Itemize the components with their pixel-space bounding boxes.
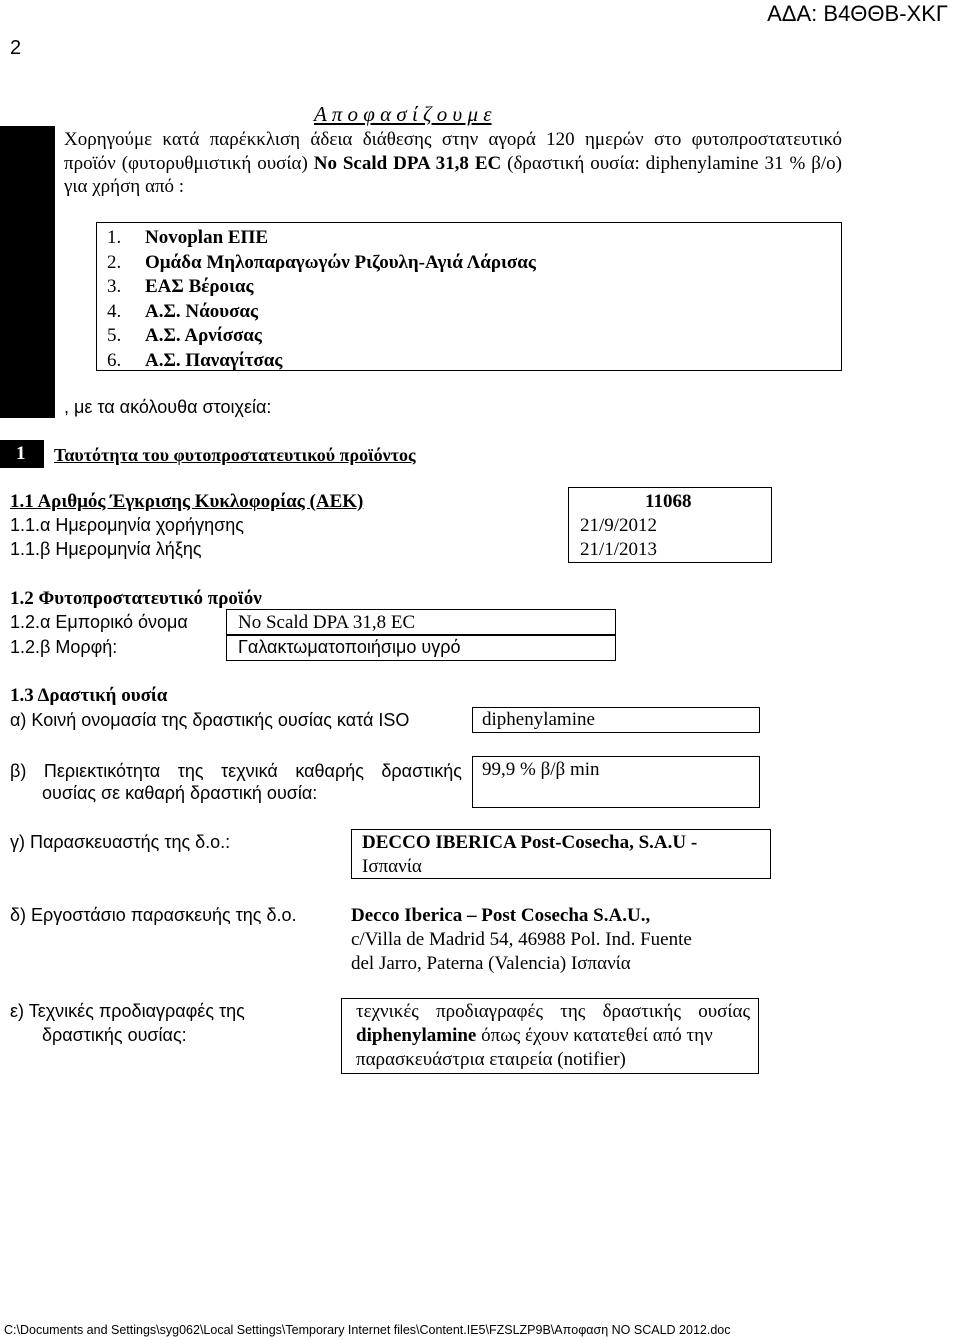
holder-name: Ομάδα Μηλοπαραγωγών Ριζουλη-Αγιά Λάρισας: [145, 251, 536, 273]
trade-name-label: 1.2.α Εμπορικό όνομα: [10, 612, 188, 632]
plant-value-line1: Decco Iberica – Post Cosecha S.A.U.,: [351, 905, 651, 926]
holders-box: [96, 222, 842, 371]
spec-value-line1: τεχνικές προδιαγραφές της δραστικής ουσίας: [356, 1001, 750, 1022]
holder-row: [107, 324, 841, 349]
holder-name: Α.Σ. Νάουσας: [145, 300, 259, 322]
page-number: 2: [10, 37, 22, 59]
expiry-date-label: 1.1.β Ημερομηνία λήξης: [10, 539, 202, 559]
grant-date: 21/9/2012: [580, 515, 658, 536]
aek-heading: 1.1 Αριθμός Έγκρισης Κυκλοφορίας (ΑΕΚ): [10, 491, 364, 512]
holder-num: 3.: [107, 276, 122, 297]
spec-label-line1: ε) Τεχνικές προδιαγραφές της: [10, 1001, 245, 1021]
section-1-title: Ταυτότητα του φυτοπροστατευτικού προϊόντος: [54, 445, 416, 465]
trade-name-value: No Scald DPA 31,8 EC: [238, 612, 416, 633]
intro-product: No Scald DPA 31,8 EC: [313, 152, 502, 174]
holder-num: 2.: [107, 251, 122, 273]
product-heading: 1.2 Φυτοπροστατευτικό προϊόν: [10, 588, 262, 609]
spec-value-line3: παρασκευάστρια εταιρεία (notifier): [356, 1049, 626, 1070]
purity-label: [10, 759, 462, 783]
intro-prefix: Χορηγούμε κατά παρέκκλιση άδεια διάθεσης στην αγορά 120 ημερών στο φυτοπροστατευτικό προϊόν (φυτορυθμιστική ουσία): [64, 129, 842, 174]
decision-intro: [64, 128, 842, 199]
spec-value-rest: όπως έχουν κατατεθεί από την: [476, 1025, 713, 1046]
grant-date-label: 1.1.α Ημερομηνία χορήγησης: [10, 515, 244, 535]
holder-row: [107, 349, 841, 374]
manufacturer-value-line2: Ισπανία: [362, 856, 422, 877]
common-name-label: α) Κοινή ονομασία της δραστικής ουσίας κατά ISO: [10, 710, 410, 730]
expiry-date: 21/1/2013: [580, 539, 658, 560]
section-1-number: 1: [16, 443, 26, 464]
active-substance-heading: 1.3 Δραστική ουσία: [10, 685, 168, 706]
product-box-divider: [226, 634, 616, 636]
holder-num: 1.: [107, 227, 122, 248]
holder-row: [107, 226, 841, 251]
holder-num: 4.: [107, 300, 122, 322]
holder-row: [107, 251, 841, 276]
purity-label-line1: β) Περιεκτικότητα της τεχνικά καθαρής δραστικής: [10, 761, 462, 781]
holder-name: Α.Σ. Παναγίτσας: [145, 349, 283, 371]
decision-side-bar: [0, 126, 55, 418]
purity-value: 99,9 % β/β min: [482, 759, 600, 780]
ada-code: ΑΔΑ: Β4ΘΘΒ-ΧΚΓ: [767, 1, 948, 26]
plant-value-line3: del Jarro, Paterna (Valencia) Ισπανία: [351, 953, 631, 974]
form-label: 1.2.β Μορφή:: [10, 637, 118, 657]
purity-label-line2: ουσίας σε καθαρή δραστική ουσία:: [42, 783, 318, 803]
holder-num: 6.: [107, 349, 122, 371]
manufacturer-label: γ) Παρασκευαστής της δ.ο.:: [10, 832, 231, 852]
spec-value-line2: [356, 1025, 713, 1047]
holder-name: Α.Σ. Αρνίσσας: [145, 325, 262, 346]
decision-side-letter: Α: [26, 131, 41, 156]
holder-row: [107, 300, 841, 325]
intro-suffix: (δραστική ουσία: diphenylamine 31 % β/ο) για χρήση από :: [64, 152, 842, 197]
spec-value-substance: diphenylamine: [356, 1025, 477, 1046]
following-text: , με τα ακόλουθα στοιχεία:: [64, 397, 272, 417]
aek-number: 11068: [645, 491, 692, 512]
common-name-value: diphenylamine: [482, 709, 595, 730]
decision-title: Α π ο φ α σ ί ζ ο υ μ ε: [314, 102, 492, 126]
form-value: Γαλακτωματοποιήσιμο υγρό: [238, 637, 461, 657]
holder-name: Novoplan ΕΠΕ: [145, 227, 269, 248]
spec-label-line2: δραστικής ουσίας:: [42, 1025, 187, 1045]
plant-value-line2: c/Villa de Madrid 54, 46988 Pol. Ind. Fuente: [351, 929, 692, 950]
holder-row: [107, 275, 841, 300]
plant-label: δ) Εργοστάσιο παρασκευής της δ.ο.: [10, 905, 297, 925]
manufacturer-value-line1: DECCO IBERICA Post-Cosecha, S.A.U -: [362, 832, 698, 853]
footer-file-path: C:\Documents and Settings\syg062\Local Settings\Temporary Internet files\Content.IE5\FZSLZP9B\Απoφαση NO SCALD 2012.doc: [4, 1323, 731, 1337]
holder-name: ΕΑΣ Βέροιας: [145, 276, 254, 297]
holder-num: 5.: [107, 325, 122, 346]
